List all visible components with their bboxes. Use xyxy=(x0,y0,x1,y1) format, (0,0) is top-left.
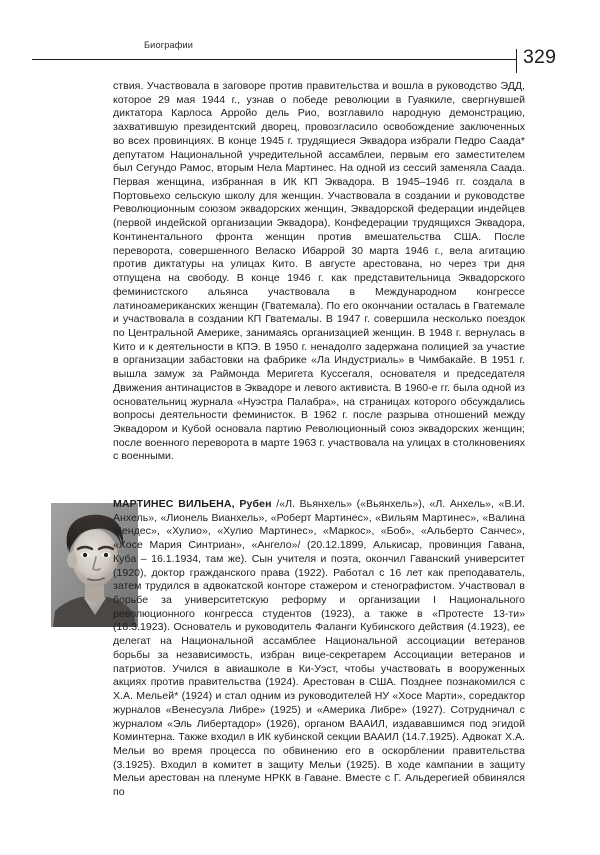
paragraph-continued-entry: ствия. Участвовала в заговоре против правительства и вошла в руководство ЭДД, которое 29 мая 1944 г., узнав о победе революции в Гуаякиле, свергнувшей диктатора Карлоса Appoйo дель Рио, возглавило народную демонстрацию, захватившую президентский дворец, провозгласило освобождение заключенных во всех провинциях. В конце 1945 г. трудящиеся Эквадора избрали Педро Саада* депутатом Национальной учредительной ассамблеи, первым его заместителем был Сегундо Рамос, вторым Нела Мартинес. На одной из сессий заменяла Саада. Первая женщина, избранная в ИК КП Эквадора. В 1945–1946 гг. создала в Портовьехо сельскую школу для женщин. Участвовала в создании и руководстве Революционным союзом эквадорских женщин, Эквадорской федерации индейцев (первой индейской организации Эквадора), Конфедерации трудящихся Эквадора, Континентального фронта женщин против вмешательства США. После переворота, совершенного Веласко Ибаррой 30 марта 1946 г., вела агитацию против диктатуры на улицах Кито. В августе арестована, но через три дня отпущена на свободу. В конце 1946 г. как представительница Эквадорского феминистского альянса участвовала в Международном конгрессе латиноамериканских женщин (Гватемала). По его окончании осталась в Гватемале и участвовала в создании КП Гватемалы. В 1947 г. совершила несколько поездок по Центральной Америке, занимаясь организацией женщин. В 1948 г. вернулась в Кито и к деятельности в КПЭ. В 1950 г. ненадолго задержана полицией за участие в организации забастовки на фабрике «Ла Индустриаль» в Чимбакайе. В 1951 г. вышла замуж за Раймонда Меригета Куссегаля, основателя и председателя Движения антинацистов в Эквадоре и левого активиста. В 1960-е гг. была одной из основательниц журнала «Нуэстра Палабра», на страницах которого обсуждались вопросы деятельности феминисток. В 1962 г. после разрыва отношений между Эквадором и Кубой основала партию Революционный союз эквадорских женщин; после военного переворота в марте 1963 г. участвовала на улицах в столкновениях с военными. xyxy=(113,80,525,463)
text-column-entry xyxy=(113,498,525,800)
paragraph-entry-martinez-villena xyxy=(113,498,525,800)
entry-headword: МАРТИНЕС ВИЛЬЕНА, Рубен xyxy=(113,498,272,510)
page-number: 329 xyxy=(523,46,557,68)
header-rule-tick xyxy=(516,49,517,73)
running-title: Биографии xyxy=(144,40,194,50)
text-column-top xyxy=(113,80,525,464)
entry-body-text: /«Л. Вьянхель» («Вьянхель»), «Л. Анхель», «В.И. Анхель», «Лионель Вианхель», «Роберт Мартинес», «Вильям Мартинес», «Валина Мендес», «Хулио», «Хулио Мартинес», «Маркос», «Боб», «Альберто Санчес», «Хосе Мария Синтриан», «Ангело»/ (20.12.1899, Алькисар, провинция Гавана, Куба – 16.1.1934, там же). Сын учителя и поэта, окончил Гаванский университет (1920), доктор гражданского права (1922). Работал с 16 лет как преподаватель, затем трудился в адвокатской конторе стажером и стенографистом. Участвовал в борьбе за университетскую реформу и организации I Национального революционного конгресса студентов (1923), а также в «Протесте 13-ти» (18.3.1923). Основатель и руководитель Фаланги Кубинского действия (4.1923), ее делегат на Национальной ассамблее Национальной ассоциации ветеранов борьбы за независимость, избран вице-секретарем Ассоциации ветеранов и патриотов. Учился в авиашколе в Ки-Уэст, чтобы участвовать в вооруженных акциях против правительства (1924). Арестован в США. Позднее познакомился с Х.А. Мельей* (1924) и стал одним из руководителей НУ «Хосе Марти», соредактор журналов «Венесуэла Либре» (1925) и «Америка Либре» (1927). Сотрудничал с журналом «Эль Либертадор» (1926), органом ВААИЛ, издававшимся под эгидой Коминтерна. Также входил в ИК кубинской секции ВААИЛ (14.7.1925). Адвокат Х.А. Мельи во время процесса по обвинению его в оскорблении правительства (3.1925). Входил в комитет в защиту Мельи (1925). В ходе кампании в защиту Мельи арестован на пленуме НРКК в Гаване. Вместе с Г. Альдерегией обвинялся по xyxy=(113,498,525,799)
page-header xyxy=(32,40,568,74)
header-rule xyxy=(32,59,516,60)
